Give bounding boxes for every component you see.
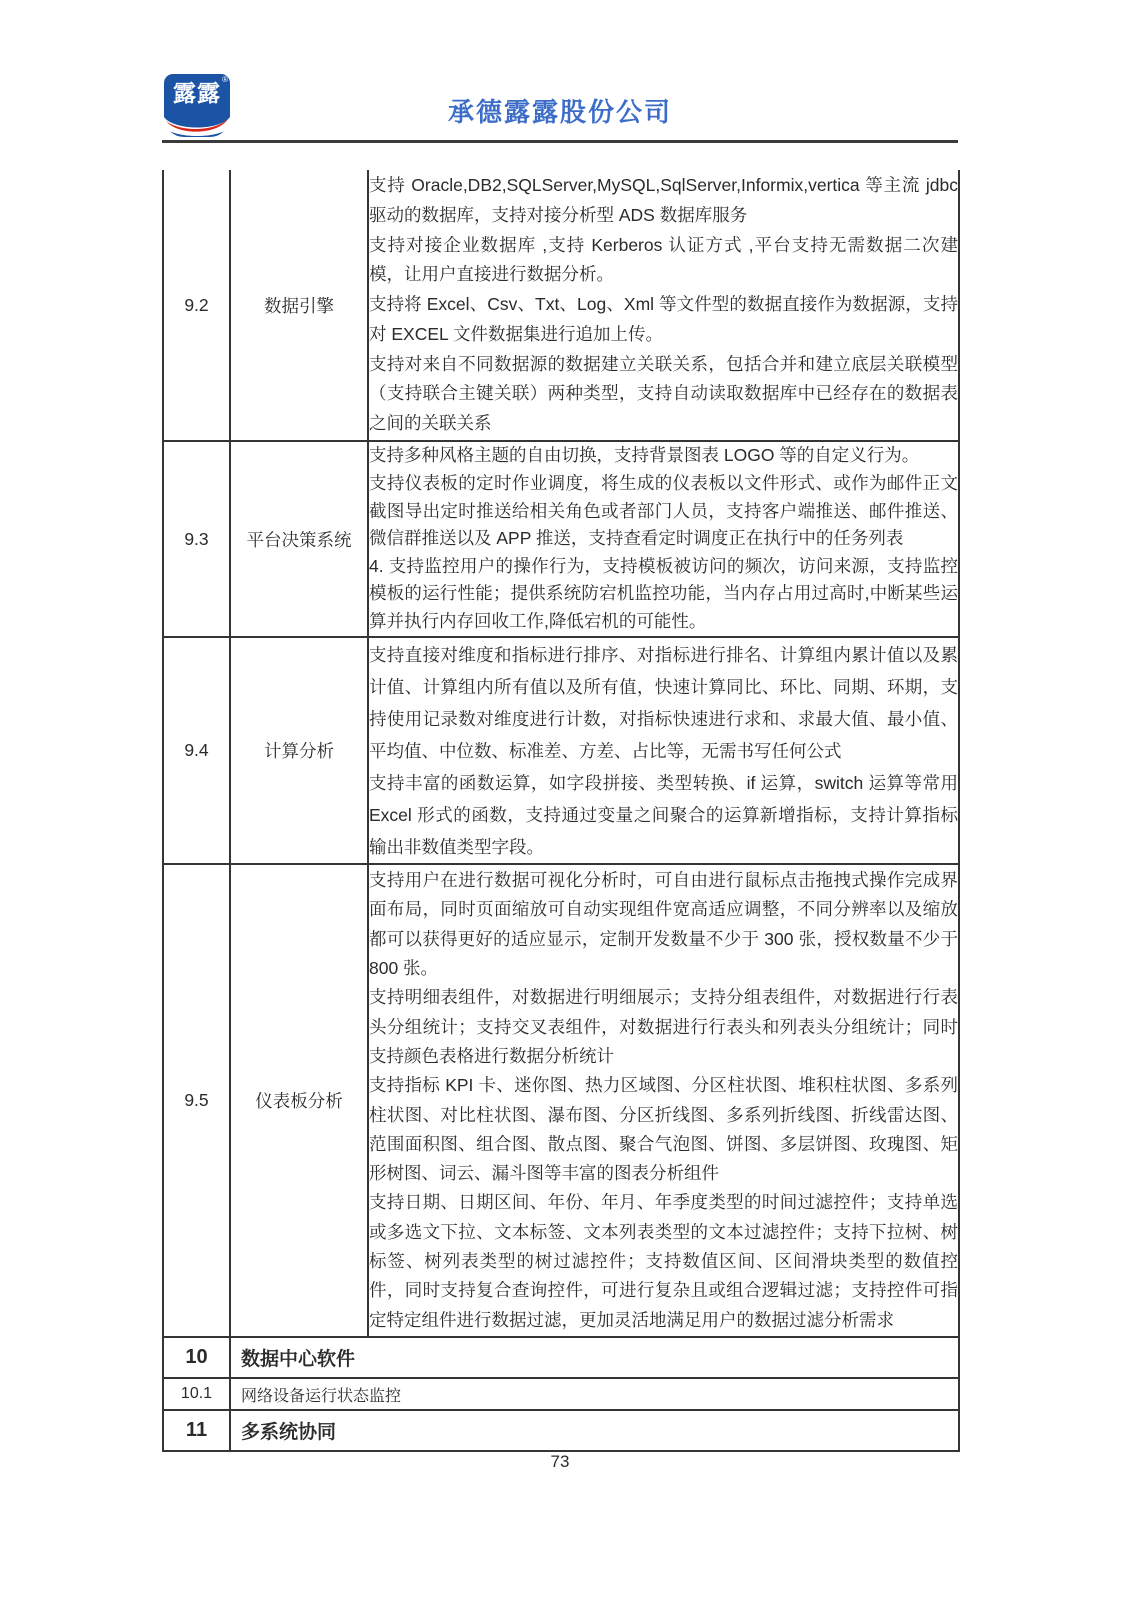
logo-characters: 露露 [173, 80, 221, 106]
row-number: 9.2 [163, 170, 230, 441]
company-name-title: 承德露露股份公司 [447, 97, 672, 127]
section-title: 数据中心软件 [230, 1337, 959, 1378]
description-paragraph: 4. 支持监控用户的操作行为，支持模板被访问的频次，访问来源，支持监控模板的运行性能；提供系统防宕机监控功能，当内存占用过高时,中断某些运算并执行内存回收工作,降低宕机的可能性。 [369, 555, 958, 631]
row-number: 10.1 [163, 1378, 230, 1410]
table-subsection-row [163, 1378, 959, 1410]
description-paragraph: 支持对接企业数据库 ,支持 Kerberos 认证方式 ,平台支持无需数据二次建模，让用户直接进行数据分析。 [369, 234, 958, 285]
description-paragraph: 支持日期、日期区间、年份、年月、年季度类型的时间过滤控件；支持单选或多选文下拉、文本标签、文本列表类型的文本过滤控件；支持下拉树、树标签、树列表类型的树过滤控件；支持数值区间、区间滑块类型的数值控件，同时支持复合查询控件，可进行复杂且或组合逻辑过滤；支持控件可指定特定组件进行数据过滤，更加灵活地满足用户的数据过滤分析需求 [369, 1192, 958, 1330]
subsection-title: 网络设备运行状态监控 [230, 1378, 959, 1410]
row-number: 11 [163, 1410, 230, 1451]
header-divider [162, 140, 958, 143]
row-category: 平台决策系统 [230, 441, 368, 637]
description-paragraph: 支持对来自不同数据源的数据建立关联关系，包括合并和建立底层关联模型（支持联合主键关联）两种类型，支持自动读取数据库中已经存在的数据表之间的关联关系 [369, 353, 958, 434]
page-number: 73 [550, 1452, 570, 1471]
page-header [162, 0, 958, 144]
description-paragraph: 支持指标 KPI 卡、迷你图、热力区域图、分区柱状图、堆积柱状图、多系列柱状图、对比柱状图、瀑布图、分区折线图、多系列折线图、折线雷达图、范围面积图、组合图、散点图、聚合气泡图、饼图、多层饼图、玫瑰图、矩形树图、词云、漏斗图等丰富的图表分析组件 [369, 1075, 958, 1184]
row-category: 计算分析 [230, 637, 368, 864]
row-number: 9.5 [163, 864, 230, 1337]
table-row [163, 170, 959, 441]
registered-trademark-icon: ® [222, 75, 228, 84]
table-row [163, 864, 959, 1337]
requirements-table [162, 170, 960, 1452]
description-paragraph: 支持用户在进行数据可视化分析时，可自由进行鼠标点击拖拽式操作完成界面布局，同时页面缩放可自动实现组件宽高适应调整，不同分辨率以及缩放都可以获得更好的适应显示，定制开发数量不少于 300 张，授权数量不少于 800 张。 [369, 870, 958, 979]
row-number: 10 [163, 1337, 230, 1378]
section-title: 多系统协同 [230, 1410, 959, 1451]
description-paragraph: 支持丰富的函数运算，如字段拼接、类型转换、if 运算，switch 运算等常用 Excel 形式的函数，支持通过变量之间聚合的运算新增指标，支持计算指标输出非数值类型字段。 [369, 772, 958, 857]
description-paragraph: 支持多种风格主题的自由切换，支持背景图表 LOGO 等的自定义行为。 [369, 445, 920, 466]
row-number: 9.3 [163, 441, 230, 637]
description-paragraph: 支持直接对维度和指标进行排序、对指标进行排名、计算组内累计值以及累计值、计算组内所有值以及所有值，快速计算同比、环比、同期、环期，支持使用记录数对维度进行计数，对指标快速进行求和、求最大值、最小值、平均值、中位数、标准差、方差、占比等，无需书写任何公式 [369, 644, 958, 761]
row-description [368, 170, 959, 441]
description-paragraph: 支持 Oracle,DB2,SQLServer,MySQL,SqlServer,Informix,vertica 等主流 jdbc 驱动的数据库，支持对接分析型 ADS 数据库服务 [369, 174, 958, 225]
table-row [163, 441, 959, 637]
row-description [368, 637, 959, 864]
row-category: 仪表板分析 [230, 864, 368, 1337]
description-paragraph: 支持将 Excel、Csv、Txt、Log、Xml 等文件型的数据直接作为数据源，支持对 EXCEL 文件数据集进行追加上传。 [369, 294, 958, 344]
row-number: 9.4 [163, 637, 230, 864]
table-section-row [163, 1337, 959, 1378]
table-row [163, 637, 959, 864]
row-category: 数据引擎 [230, 170, 368, 441]
row-description [368, 864, 959, 1337]
description-paragraph: 支持明细表组件，对数据进行明细展示；支持分组表组件，对数据进行行表头分组统计；支持交叉表组件，对数据进行行表头和列表头分组统计；同时支持颜色表格进行数据分析统计 [369, 987, 958, 1066]
description-paragraph: 支持仪表板的定时作业调度，将生成的仪表板以文件形式、或作为邮件正文截图导出定时推送给相关角色或者部门人员，支持客户端推送、邮件推送、微信群推送以及 APP 推送，支持查看定时调度正在执行中的任务列表 [369, 473, 958, 549]
table-section-row [163, 1410, 959, 1451]
row-description [368, 441, 959, 637]
